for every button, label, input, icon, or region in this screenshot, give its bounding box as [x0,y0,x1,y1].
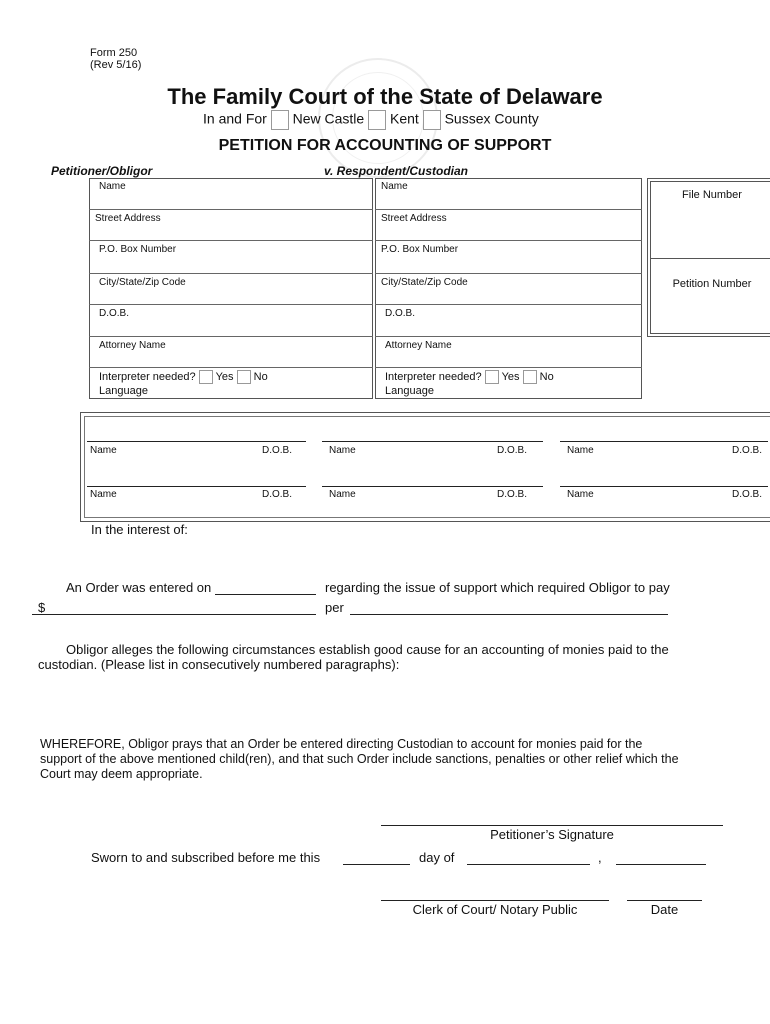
child-3-dob-label: D.O.B. [732,445,763,456]
wherefore-paragraph: WHEREFORE, Obligor prays that an Order be entered directing Custodian to account for monies paid for the support of the above mentioned child(ren), and that such Order include sanctions, penalties or other relief which the Court may deem appropriate. [40,737,679,781]
respondent-street-field[interactable] [375,210,642,241]
petitioner-pobox-label: P.O. Box Number [99,244,177,255]
child-3-name-label: Name [567,445,594,456]
support-amount-line[interactable] [32,614,316,615]
in-and-for-label: In and For [203,110,267,127]
petitioner-dob-field[interactable] [89,305,373,337]
child-2-name-label: Name [329,445,356,456]
per-label: per [325,600,344,615]
respondent-no-label: No [539,370,554,383]
sworn-month-line[interactable] [467,864,590,865]
child-3-line[interactable] [560,441,768,442]
petitioner-yes-label: Yes [215,370,234,383]
respondent-name-label: Name [381,181,408,192]
new-castle-checkbox[interactable] [271,110,289,130]
allegation-paragraph: Obligor alleges the following circumstances establish good cause for an accounting of monies paid to the custodian. (Please list in consecutively numbered paragraphs): [38,642,669,672]
petitioner-interpreter-yes-checkbox[interactable] [199,370,213,384]
dollar-sign: $ [38,600,46,615]
file-number-label: File Number [682,189,742,201]
file-number-field[interactable] [650,204,770,258]
sworn-year-line[interactable] [616,864,706,865]
respondent-attorney-field[interactable] [375,337,642,368]
respondent-yes-label: Yes [501,370,520,383]
children-box-inner [84,416,770,518]
petitioner-name-field[interactable] [89,178,373,210]
petitioner-dob-label: D.O.B. [99,308,130,319]
petitioner-no-label: No [253,370,268,383]
child-1-name-label: Name [90,445,117,456]
kent-label: Kent [389,110,419,127]
date-label: Date [650,902,679,917]
petitioner-interpreter-row [99,370,268,384]
petitioner-city-label: City/State/Zip Code [99,277,186,288]
child-2-line[interactable] [322,441,543,442]
county-selector [203,110,539,130]
child-2-dob-label: D.O.B. [497,445,528,456]
sussex-checkbox[interactable] [423,110,441,130]
child-5-dob-label: D.O.B. [497,489,528,500]
petitioner-interpreter-no-checkbox[interactable] [237,370,251,384]
support-period-line[interactable] [350,614,668,615]
respondent-pobox-label: P.O. Box Number [381,244,459,255]
child-4-line[interactable] [87,486,306,487]
respondent-heading: v. Respondent/Custodian [324,164,469,178]
child-5-name-label: Name [329,489,356,500]
petitioner-street-label: Street Address [95,213,161,224]
court-title: The Family Court of the State of Delaware [167,84,603,109]
petitioner-attorney-field[interactable] [89,337,373,368]
respondent-dob-field[interactable] [375,305,642,337]
respondent-interpreter-yes-checkbox[interactable] [485,370,499,384]
respondent-pobox-field[interactable] [375,241,642,274]
petition-title: PETITION FOR ACCOUNTING OF SUPPORT [218,137,552,154]
court-use-divider [650,258,770,259]
order-entered-label: An Order was entered on [66,580,212,595]
child-4-name-label: Name [90,489,117,500]
respondent-interpreter-row [385,370,554,384]
sussex-label: Sussex County [444,110,539,127]
clerk-signature-line[interactable] [381,900,609,901]
child-1-line[interactable] [87,441,306,442]
petitioner-heading: Petitioner/Obligor [51,164,153,178]
sworn-text: Sworn to and subscribed before me this [91,850,321,865]
respondent-language-field[interactable]: Language [385,385,434,397]
respondent-interpreter-no-checkbox[interactable] [523,370,537,384]
form-number: Form 250 [90,47,138,59]
petitioner-pobox-field[interactable] [89,241,373,274]
petitioner-name-label: Name [99,181,126,192]
respondent-interpreter-label: Interpreter needed? [385,370,482,383]
day-of-label: day of [419,850,455,865]
order-regarding-text: regarding the issue of support which required Obligor to pay [325,580,670,595]
child-5-line[interactable] [322,486,543,487]
respondent-name-field[interactable] [375,178,642,210]
child-6-dob-label: D.O.B. [732,489,763,500]
child-6-line[interactable] [560,486,768,487]
petitioner-interpreter-label: Interpreter needed? [99,370,196,383]
respondent-city-field[interactable] [375,274,642,305]
respondent-city-label: City/State/Zip Code [381,277,468,288]
order-date-line[interactable] [215,594,316,595]
petition-number-label: Petition Number [672,278,752,290]
sworn-day-line[interactable] [343,864,410,865]
new-castle-label: New Castle [292,110,365,127]
petitioner-language-field[interactable]: Language [99,385,148,397]
form-revision: (Rev 5/16) [90,59,142,71]
child-1-dob-label: D.O.B. [262,445,293,456]
kent-checkbox[interactable] [368,110,386,130]
child-6-name-label: Name [567,489,594,500]
child-4-dob-label: D.O.B. [262,489,293,500]
petitioner-attorney-label: Attorney Name [99,340,166,351]
petitioner-signature-line[interactable] [381,825,723,826]
respondent-dob-label: D.O.B. [385,308,416,319]
notary-date-line[interactable] [627,900,702,901]
petitioner-signature-label: Petitioner’s Signature [490,827,614,842]
petition-number-field[interactable] [650,292,770,334]
petitioner-street-field[interactable] [89,210,373,241]
clerk-label: Clerk of Court/ Notary Public [412,902,578,917]
respondent-street-label: Street Address [381,213,447,224]
petitioner-city-field[interactable] [89,274,373,305]
sworn-comma: , [598,850,602,865]
respondent-attorney-label: Attorney Name [385,340,452,351]
in-interest-of-label: In the interest of: [91,522,188,537]
